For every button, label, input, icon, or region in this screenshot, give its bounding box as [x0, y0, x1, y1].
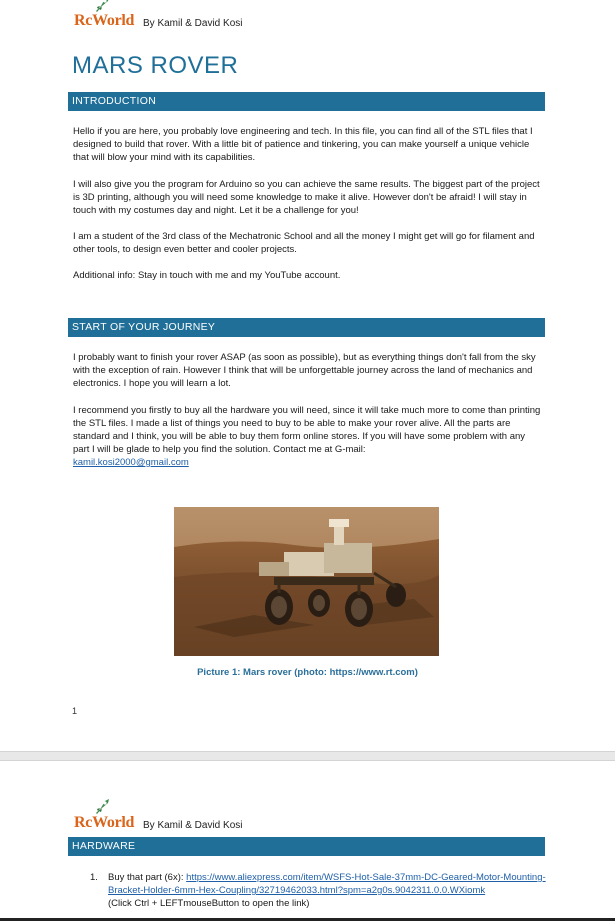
list-item-body: [108, 871, 548, 910]
intro-paragraph-4: Additional info: Stay in touch with me and my YouTube account.: [73, 270, 341, 281]
byline: By Kamil & David Kosi: [143, 18, 243, 29]
page-header: [74, 6, 242, 30]
page-header-2: [74, 808, 242, 832]
journey-paragraph-2-text: I recommend you firstly to buy all the hardware you will need, since it will take much more to come than printing the STL files. I made a list of things you need to buy to be able to make your rover alive. All the parts are standard and I think, you will be able to buy them form online stores. If you will have some problem with any part I will be glade to help you find the solution. Contact me at G-mail:: [73, 405, 541, 455]
section-heading-hardware: HARDWARE: [68, 837, 545, 856]
list-number: 1.: [90, 872, 98, 883]
intro-paragraph-3: I am a student of the 3rd class of the Mechatronic School and all the money I might get will go for filament and other tools, to design even better and cooler projects.: [73, 231, 535, 255]
list-item-prefix: Buy that part (6x):: [108, 872, 187, 883]
mars-rover-photo: [174, 507, 439, 656]
logo-wordmark: RcWorld: [74, 12, 135, 29]
document-title: MARS ROVER: [72, 52, 239, 79]
intro-paragraph-2: I will also give you the program for Arduino so you can achieve the same results. The biggest part of the project is 3D printing, although you will need some knowledge to make it alive. However don't be afraid! I will stay in touch with my costumes day and night. Let it be a challenge for you!: [73, 179, 540, 216]
section-heading-introduction: INTRODUCTION: [68, 92, 545, 111]
page-number: 1: [72, 706, 78, 716]
rcworld-logo: [74, 6, 140, 30]
logo-wordmark-2: RcWorld: [74, 814, 135, 831]
rover-image: [174, 507, 439, 656]
email-link[interactable]: kamil.kosi2000@gmail.com: [73, 457, 189, 468]
section-heading-journey: START OF YOUR JOURNEY: [68, 318, 545, 337]
rcworld-logo-2: [74, 808, 140, 832]
journey-paragraph-2: [73, 404, 543, 469]
aliexpress-link[interactable]: https://www.aliexpress.com/item/WSFS-Hot-Sale-37mm-DC-Geared-Motor-Mounting-Bracket-Holder-6mm-Hex-Coupling/32719462033.html?spm=a2g0s.9042311.0.0.WXiomk: [108, 872, 546, 896]
journey-paragraph-1: I probably want to finish your rover ASAP (as soon as possible), but as everything things don't fall from the sky with the exception of rain. However I think that will be unforgettable journey across the land of mechanics and electronics. I hope you will learn a lot.: [73, 352, 536, 389]
list-item-note: (Click Ctrl + LEFTmouseButton to open the link): [108, 898, 310, 909]
intro-paragraph-1: Hello if you are here, you probably love engineering and tech. In this file, you can find all of the STL files that I designed to build that rover. With a little bit of patience and tinkering, you can make yourself a unique vehicle that will blow your mind with its capabilities.: [73, 126, 533, 163]
figure-caption: Picture 1: Mars rover (photo: https://www.rt.com): [197, 667, 418, 678]
byline-2: By Kamil & David Kosi: [143, 820, 243, 831]
